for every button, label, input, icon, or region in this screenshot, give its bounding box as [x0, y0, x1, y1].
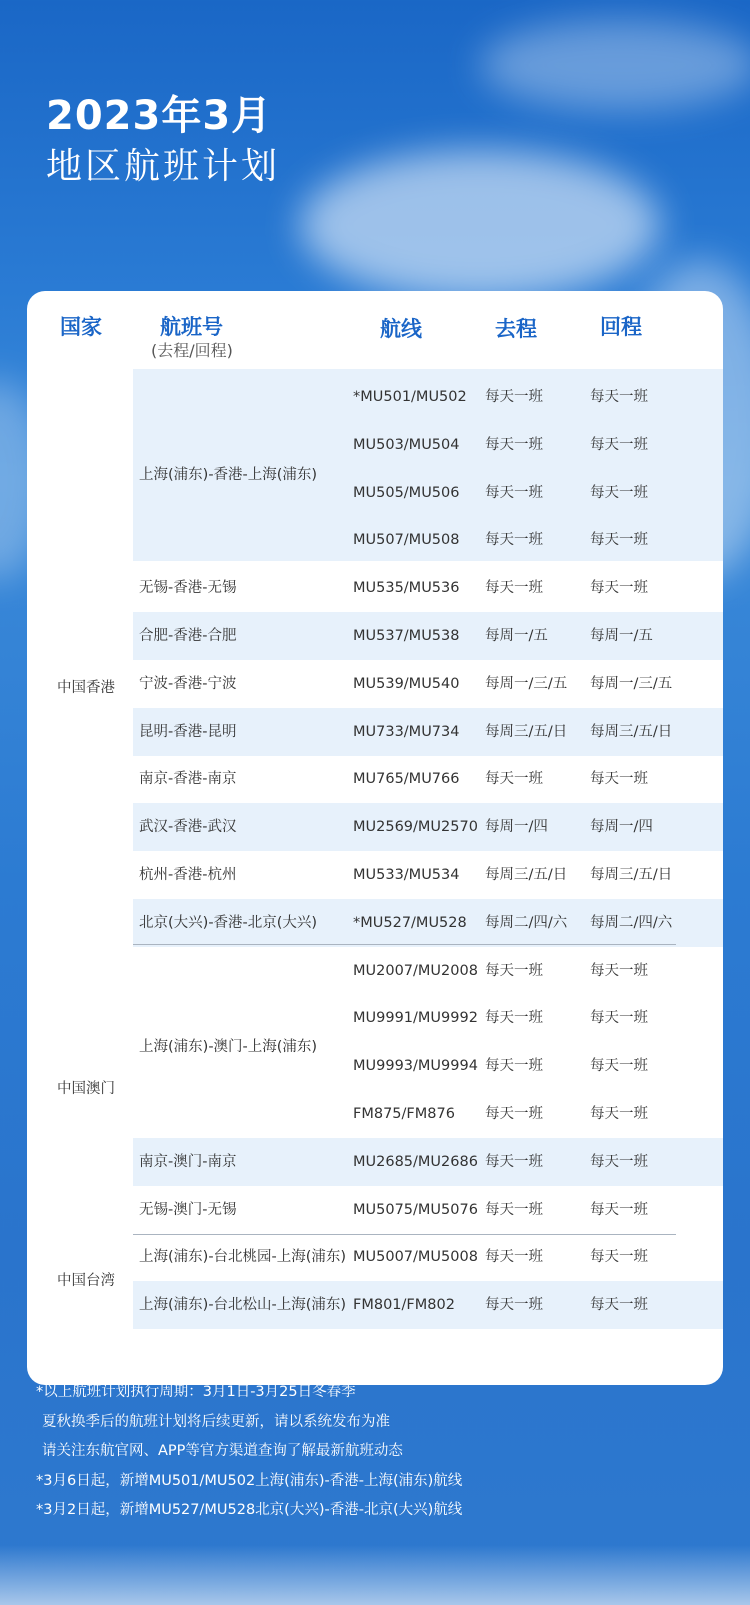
- outbound-schedule-cell: 每天一班: [485, 1249, 543, 1266]
- route-cell: 南京-香港-南京: [139, 771, 237, 788]
- return-schedule-cell: 每天一班: [590, 1010, 648, 1027]
- table-row: [133, 947, 723, 995]
- note-line: *3月2日起，新增MU527/MU528北京(大兴)-香港-北京(大兴)航线: [36, 1502, 463, 1518]
- outbound-schedule-cell: 每天一班: [485, 484, 543, 501]
- flight-number-cell: MU535/MU536: [353, 580, 460, 597]
- column-header-outbound: 去程: [495, 317, 537, 341]
- cloud-decoration: [300, 150, 660, 300]
- flight-number-cell: MU765/MU766: [353, 771, 460, 788]
- cloud-decoration: [480, 20, 750, 110]
- flight-schedule-card: [27, 291, 723, 1385]
- flight-number-cell: MU5007/MU5008: [353, 1249, 478, 1266]
- return-schedule-cell: 每周一/四: [590, 819, 653, 836]
- table-row: [133, 755, 723, 803]
- group-divider: [133, 944, 676, 945]
- flight-number-cell: MU5075/MU5076: [353, 1201, 478, 1218]
- page-header: [46, 92, 280, 190]
- table-row: [133, 660, 723, 708]
- note-line: 请关注东航官网、APP等官方渠道查询了解最新航班动态: [42, 1443, 403, 1459]
- return-schedule-cell: 每天一班: [590, 962, 648, 979]
- route-cell: 合肥-香港-合肥: [139, 628, 237, 644]
- table-row: [133, 1138, 723, 1186]
- flight-number-cell: MU2007/MU2008: [353, 962, 478, 979]
- page-title-year: 2023年3月: [46, 93, 273, 139]
- route-cell: 武汉-香港-武汉: [139, 819, 237, 836]
- outbound-schedule-cell: 每周三/五/日: [485, 723, 568, 740]
- outbound-schedule-cell: 每天一班: [485, 962, 543, 979]
- route-cell: 宁波-香港-宁波: [139, 675, 237, 692]
- column-header-flight: 航班号: [160, 315, 223, 339]
- flight-number-cell: MU537/MU538: [353, 628, 460, 644]
- flight-number-cell: MU505/MU506: [353, 484, 460, 501]
- table-row: [133, 564, 723, 612]
- outbound-schedule-cell: 每周三/五/日: [485, 867, 568, 883]
- return-schedule-cell: 每天一班: [590, 1106, 648, 1122]
- table-row: [133, 373, 723, 421]
- table-row: [133, 851, 723, 899]
- outbound-schedule-cell: 每天一班: [485, 771, 543, 788]
- route-cell: 上海(浦东)-台北松山-上海(浦东): [139, 1297, 347, 1314]
- return-schedule-cell: 每周一/三/五: [590, 675, 673, 692]
- return-schedule-cell: 每天一班: [590, 436, 648, 453]
- outbound-schedule-cell: 每天一班: [485, 1201, 543, 1218]
- note-line: *以上航班计划执行周期：3月1日-3月25日冬春季: [36, 1384, 356, 1400]
- table-row: [133, 1186, 723, 1234]
- flight-number-cell: FM801/FM802: [353, 1297, 455, 1314]
- return-schedule-cell: 每天一班: [590, 580, 648, 597]
- outbound-schedule-cell: 每周一/三/五: [485, 675, 568, 692]
- flight-number-cell: *MU527/MU528: [353, 914, 467, 931]
- route-cell: 昆明-香港-昆明: [139, 723, 237, 740]
- return-schedule-cell: 每天一班: [590, 1297, 648, 1314]
- column-header-flight-sub: (去程/回程): [151, 341, 233, 360]
- flight-number-cell: MU733/MU734: [353, 723, 460, 740]
- route-hk-shanghai: 上海(浦东)-香港-上海(浦东): [139, 467, 318, 483]
- group-divider: [133, 1234, 676, 1235]
- outbound-schedule-cell: 每天一班: [485, 1010, 543, 1027]
- return-schedule-cell: 每周一/五: [590, 628, 653, 644]
- flight-number-cell: MU533/MU534: [353, 867, 460, 883]
- flight-number-cell: MU2569/MU2570: [353, 819, 478, 836]
- footnotes: [36, 1378, 462, 1526]
- table-row: [133, 1233, 723, 1281]
- flight-number-cell: MU507/MU508: [353, 532, 460, 549]
- outbound-schedule-cell: 每天一班: [485, 1297, 543, 1314]
- table-row: [133, 1090, 723, 1138]
- flight-number-cell: MU9991/MU9992: [353, 1010, 478, 1027]
- note-line: 夏秋换季后的航班计划将后续更新，请以系统发布为准: [42, 1413, 390, 1430]
- return-schedule-cell: 每周三/五/日: [590, 723, 673, 740]
- table-row: [133, 803, 723, 851]
- column-header-country: 国家: [60, 315, 102, 339]
- country-taiwan: 中国台湾: [57, 1273, 115, 1289]
- flight-number-cell: MU539/MU540: [353, 675, 460, 692]
- table-row: [133, 421, 723, 469]
- route-cell: 上海(浦东)-台北桃园-上海(浦东): [139, 1249, 347, 1266]
- outbound-schedule-cell: 每天一班: [485, 1106, 543, 1122]
- country-macau: 中国澳门: [57, 1081, 115, 1097]
- table-row: [133, 708, 723, 756]
- bottom-cloud-band: [0, 1545, 750, 1605]
- outbound-schedule-cell: 每周二/四/六: [485, 914, 568, 931]
- route-cell: 无锡-澳门-无锡: [139, 1201, 237, 1218]
- route-cell: 北京(大兴)-香港-北京(大兴): [139, 914, 318, 931]
- outbound-schedule-cell: 每天一班: [485, 436, 543, 453]
- return-schedule-cell: 每周二/四/六: [590, 914, 673, 931]
- return-schedule-cell: 每周三/五/日: [590, 867, 673, 883]
- outbound-schedule-cell: 每天一班: [485, 1058, 543, 1075]
- return-schedule-cell: 每天一班: [590, 1201, 648, 1218]
- flight-number-cell: MU9993/MU9994: [353, 1058, 478, 1075]
- route-cell: 杭州-香港-杭州: [139, 867, 237, 883]
- route-macau-shanghai: 上海(浦东)-澳门-上海(浦东): [139, 1039, 318, 1055]
- table-row: [133, 1281, 723, 1329]
- flight-number-cell: *MU501/MU502: [353, 389, 467, 405]
- page-title: 地区航班计划: [46, 146, 281, 187]
- table-row: [133, 516, 723, 564]
- return-schedule-cell: 每天一班: [590, 1249, 648, 1266]
- table-row: [133, 899, 723, 947]
- column-header-return: 回程: [600, 315, 642, 339]
- outbound-schedule-cell: 每天一班: [485, 580, 543, 597]
- country-hong-kong: 中国香港: [57, 680, 115, 696]
- outbound-schedule-cell: 每周一/四: [485, 819, 548, 836]
- outbound-schedule-cell: 每天一班: [485, 389, 543, 405]
- flight-number-cell: MU503/MU504: [353, 436, 460, 453]
- table-row: [133, 612, 723, 660]
- return-schedule-cell: 每天一班: [590, 1058, 648, 1075]
- flight-number-cell: MU2685/MU2686: [353, 1153, 478, 1170]
- flight-number-cell: FM875/FM876: [353, 1106, 455, 1122]
- outbound-schedule-cell: 每周一/五: [485, 628, 548, 644]
- route-cell: 南京-澳门-南京: [139, 1153, 237, 1170]
- note-line: *3月6日起，新增MU501/MU502上海(浦东)-香港-上海(浦东)航线: [36, 1472, 463, 1489]
- outbound-schedule-cell: 每天一班: [485, 532, 543, 549]
- outbound-schedule-cell: 每天一班: [485, 1153, 543, 1170]
- return-schedule-cell: 每天一班: [590, 1153, 648, 1170]
- return-schedule-cell: 每天一班: [590, 532, 648, 549]
- return-schedule-cell: 每天一班: [590, 389, 648, 405]
- route-cell: 无锡-香港-无锡: [139, 580, 237, 597]
- return-schedule-cell: 每天一班: [590, 771, 648, 788]
- return-schedule-cell: 每天一班: [590, 484, 648, 501]
- column-header-route: 航线: [380, 317, 422, 341]
